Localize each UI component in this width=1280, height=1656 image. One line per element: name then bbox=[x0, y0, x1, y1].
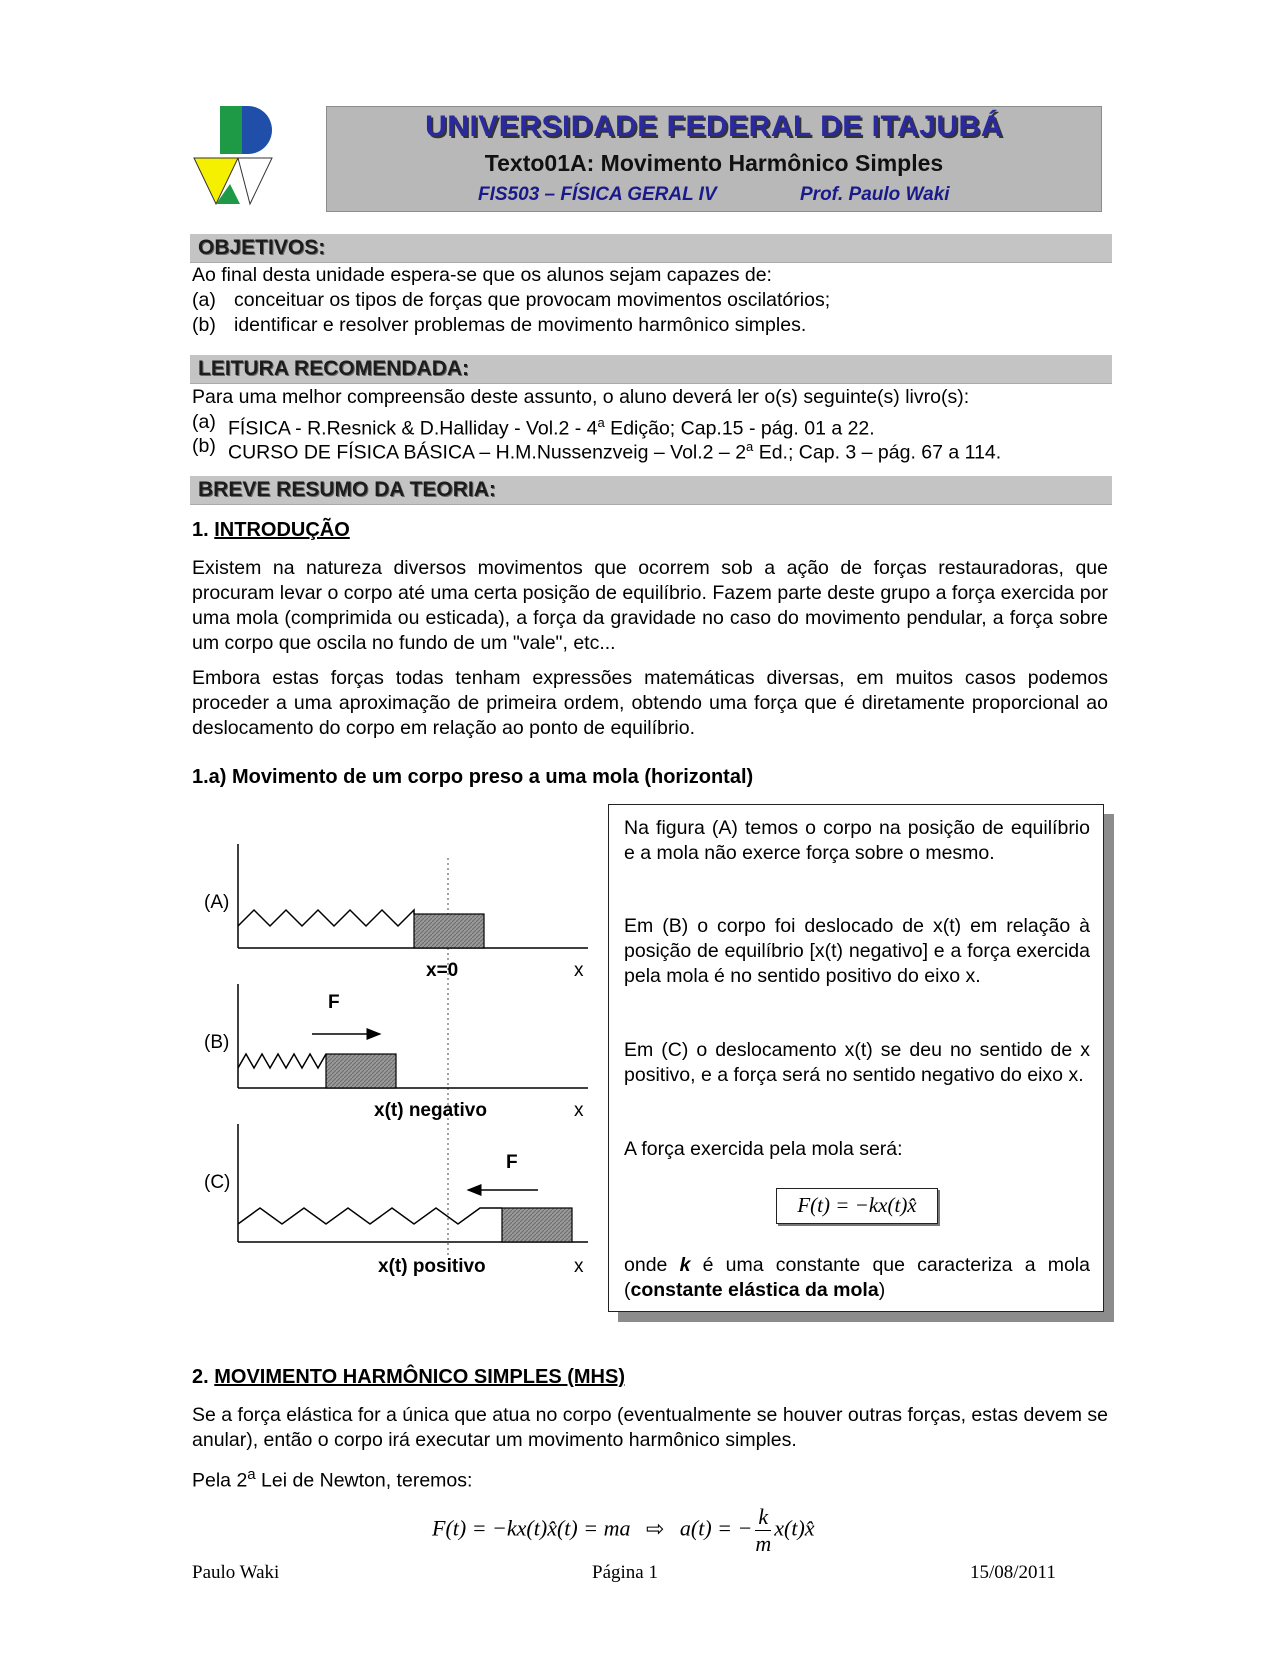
infobox-paragraph-5: onde k é uma constante que caracteriza a mola (constante elástica da mola) bbox=[624, 1254, 1090, 1301]
newton-law-text: Pela 2$^a$ Lei de Newton, teremos: bbox=[192, 1466, 473, 1492]
label-c: (C) bbox=[204, 1172, 231, 1193]
axis-label-c: x bbox=[574, 1256, 584, 1277]
objetivos-item-a: conceituar os tipos de forças que provocam movimentos oscilatórios; bbox=[234, 289, 831, 311]
objetivos-item-a-marker: (a) bbox=[192, 289, 216, 311]
spring-b bbox=[238, 1054, 326, 1068]
footer-author: Paulo Waki bbox=[192, 1562, 280, 1583]
axis-label-a: x bbox=[574, 960, 584, 981]
leitura-item-b-marker: (b) bbox=[192, 435, 216, 457]
infobox-paragraph-3: Em (C) o deslocamento x(t) se deu no sentido de x positivo, e a força será no sentido negativo do eixo x. bbox=[624, 1039, 1090, 1086]
infobox-paragraph-1: Na figura (A) temos o corpo na posição de equilíbrio e a mola não exerce força sobre o mesmo. bbox=[624, 817, 1090, 864]
newton-equation: F(t) = −kx(t)x̂(t) = ma ⇨ a(t) = − $\frac{k}{m}$ x(t)x̂ bbox=[432, 1504, 815, 1556]
university-title: UNIVERSIDADE FEDERAL DE ITAJUBÁ bbox=[425, 110, 1003, 143]
leitura-intro: Para uma melhor compreensão deste assunto, o aluno deverá ler o(s) seguinte(s) livro(s): bbox=[192, 386, 970, 408]
intro-paragraph-1: Existem na natureza diversos movimentos que ocorrem sob a ação de forças restauradoras, que procuram levar o corpo até uma certa posição de equilíbrio. Fazem parte deste grupo a força exercida por uma mola (comprimida ou esticada), a força da gravidade no caso do movimento pendular, a força sobre um corpo que oscila no fundo de um "vale", etc... bbox=[192, 557, 1108, 654]
leitura-item-b: CURSO DE FÍSICA BÁSICA – H.M.Nussenzveig – Vol.2 – 2$^a$ Ed.; Cap. 3 – pág. 67 a 114. bbox=[228, 439, 1002, 464]
infobox-paragraph-4: A força exercida pela mola será: bbox=[624, 1138, 903, 1160]
mhs-paragraph-1: Se a força elástica for a única que atua no corpo (eventualmente se houver outras forças, estas devem se anular), então o corpo irá executar um movimento harmônico simples. bbox=[192, 1404, 1108, 1451]
spring-figure bbox=[196, 838, 596, 1290]
spring-force-formula: F(t) = −kx(t)x̂ bbox=[776, 1188, 938, 1224]
subsection-1a-heading: 1.a) Movimento de um corpo preso a uma mola (horizontal) bbox=[192, 766, 754, 788]
leitura-item-a-marker: (a) bbox=[192, 411, 216, 433]
intro-paragraph-2: Embora estas forças todas tenham expressões matemáticas diversas, em muitos casos podemos proceder a uma aproximação de primeira ordem, obtendo uma força que é diretamente proporcional ao deslocamento do corpo em relação ao ponto de equilíbrio. bbox=[192, 667, 1108, 739]
pos-label-b: x(t) negativo bbox=[374, 1100, 487, 1121]
leitura-item-a: FÍSICA - R.Resnick & D.Halliday - Vol.2 - 4$^a$ Edição; Cap.15 - pág. 01 a 22. bbox=[228, 415, 875, 440]
block-c bbox=[502, 1208, 572, 1242]
pos-label-a: x=0 bbox=[426, 960, 459, 981]
footer-date: 15/08/2011 bbox=[970, 1562, 1056, 1583]
section-heading-objetivos: OBJETIVOS: bbox=[198, 236, 326, 259]
spring-c bbox=[238, 1208, 502, 1224]
logo-white-triangle bbox=[238, 158, 272, 204]
objetivos-item-b: identificar e resolver problemas de movimento harmônico simples. bbox=[234, 314, 807, 336]
section-heading-leitura: LEITURA RECOMENDADA: bbox=[198, 357, 470, 380]
document-title: Texto01A: Movimento Harmônico Simples bbox=[484, 150, 944, 176]
logo-blue-d bbox=[242, 106, 272, 154]
label-b: (B) bbox=[204, 1032, 230, 1053]
footer-page: Página 1 bbox=[592, 1562, 658, 1583]
force-label-c: F bbox=[506, 1152, 518, 1173]
spring-a bbox=[238, 910, 414, 926]
block-a bbox=[414, 914, 484, 948]
label-a: (A) bbox=[204, 892, 230, 913]
logo-green-bar bbox=[220, 106, 242, 154]
pos-label-c: x(t) positivo bbox=[378, 1256, 486, 1277]
objetivos-item-b-marker: (b) bbox=[192, 314, 216, 336]
block-b bbox=[326, 1054, 396, 1088]
mhs-heading: 2. MOVIMENTO HARMÔNICO SIMPLES (MHS) bbox=[192, 1366, 625, 1388]
intro-heading: 1. INTRODUÇÃO bbox=[192, 519, 350, 541]
professor-name: Prof. Paulo Waki bbox=[800, 184, 950, 205]
course-code: FIS503 – FÍSICA GERAL IV bbox=[478, 184, 717, 205]
section-heading-resumo: BREVE RESUMO DA TEORIA: bbox=[198, 478, 496, 501]
infobox-paragraph-2: Em (B) o corpo foi deslocado de x(t) em relação à posição de equilíbrio [x(t) negativo] e a força exercida pela mola é no sentido positivo do eixo x. bbox=[624, 915, 1090, 987]
axis-label-b: x bbox=[574, 1100, 584, 1121]
section-bar-objetivos bbox=[190, 234, 1112, 263]
university-logo bbox=[190, 104, 280, 212]
objetivos-intro: Ao final desta unidade espera-se que os alunos sejam capazes de: bbox=[192, 264, 772, 286]
force-label-b: F bbox=[328, 992, 340, 1013]
